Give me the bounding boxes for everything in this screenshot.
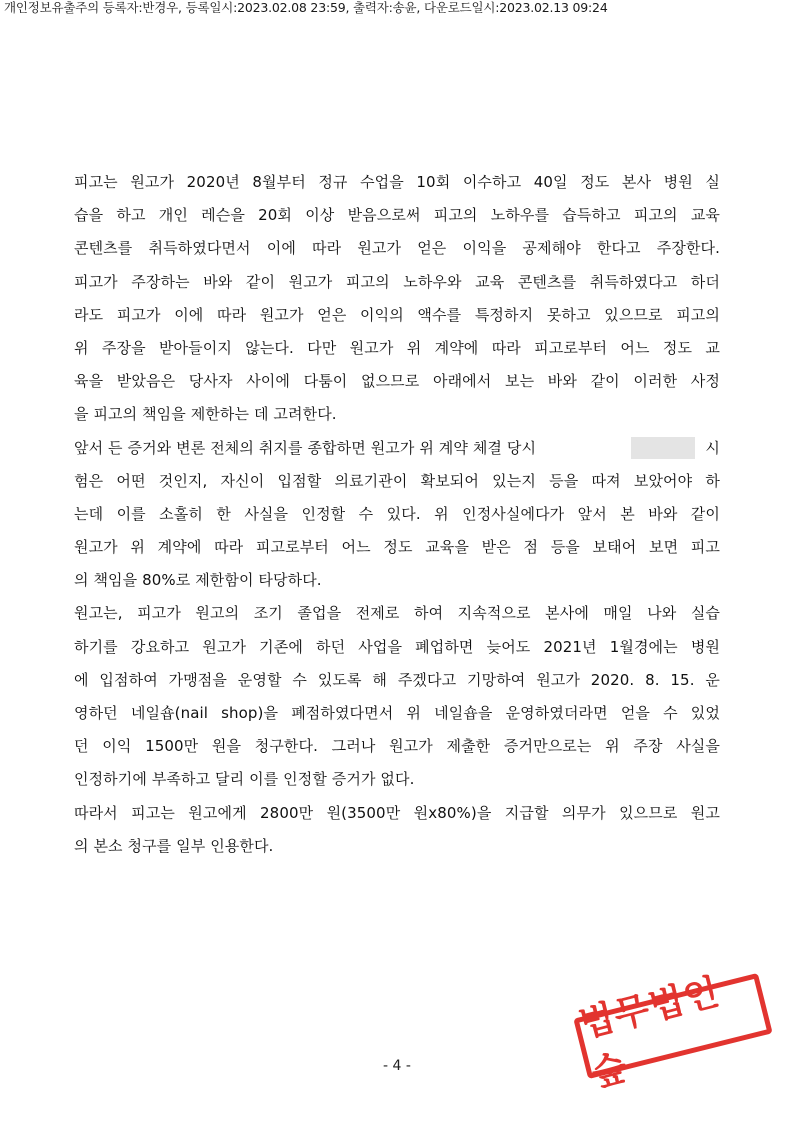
text-line: 험은 어떤 것인지, 자신이 입점할 의료기관이 확보되어 있는지 등을 따져 보았어야 하 [74,471,720,490]
text-line: 위 주장을 받아들이지 않는다. 다만 원고가 위 계약에 따라 피고로부터 어느 정도 교 [74,338,720,357]
text-line: 원고는, 피고가 원고의 조기 졸업을 전제로 하여 지속적으로 본사에 매일 나와 실습 [74,604,720,623]
text-line: 는데 이를 소홀히 한 사실을 인정할 수 있다. 위 인정사실에다가 앞서 본 바와 같이 [74,504,720,523]
text-line: 라도 피고가 이에 따라 원고가 얻은 이익의 액수를 특정하지 못하고 있으므로 피고의 [74,305,720,324]
text-line: 피고는 원고가 2020년 8월부터 정규 수업을 10회 이수하고 40일 정도 본사 병원 실 [74,173,720,191]
text-line: 콘텐츠를 취득하였다면서 이에 따라 원고가 얻은 이익을 공제해야 한다고 주장한다. [74,239,720,258]
text-line: 던 이익 1500만 원을 청구한다. 그러나 원고가 제출한 증거만으로는 위 주장 사실을 [74,737,720,756]
text-line: 육을 받았음은 당사자 사이에 다툼이 없으므로 아래에서 보는 바와 같이 이러한 사정 [74,372,720,391]
paragraph-1 [74,166,720,432]
page-number: - 4 - [383,1058,411,1074]
text-line: 을 피고의 책임을 제한하는 데 고려한다. [74,405,337,424]
privacy-download-notice: 개인정보유출주의 등록자:반경우, 등록일시:2023.02.08 23:59, 출력자:송윤, 다운로드일시:2023.02.13 09:24 [4,0,608,15]
text-line: 에 입점하여 가맹점을 운영할 수 있도록 해 주겠다고 기망하여 원고가 2020. 8. 15. 운 [74,670,720,689]
text-segment: 시 [705,438,720,457]
document-body [74,166,720,863]
text-line: 의 책임을 80%로 제한함이 타당하다. [74,571,322,590]
text-line: 의 본소 청구를 일부 인용한다. [74,836,274,855]
redacted-block [631,437,695,459]
text-line: 영하던 네일숍(nail shop)을 폐점하였다면서 위 네일숍을 운영하였더라면 얻을 수 있었 [74,704,720,722]
text-line: 습을 하고 개인 레슨을 20회 이상 받음으로써 피고의 노하우를 습득하고 피고의 교육 [74,206,720,225]
text-line: 인정하기에 부족하고 달리 이를 인정할 증거가 없다. [74,770,415,789]
text-line: 따라서 피고는 원고에게 2800만 원(3500만 원x80%)을 지급할 의무가 있으므로 원고 [74,803,720,822]
paragraph-3 [74,597,720,796]
paragraph-2 [74,432,720,598]
law-firm-stamp: 법무법인 숲 [573,973,772,1079]
paragraph-4 [74,797,720,863]
text-line: 하기를 강요하고 원고가 기존에 하던 사업을 폐업하면 늦어도 2021년 1월경에는 병원 [74,637,720,656]
text-line: 원고가 위 계약에 따라 피고로부터 어느 정도 교육을 받은 점 등을 보태어 보면 피고 [74,538,720,557]
text-segment: 앞서 든 증거와 변론 전체의 취지를 종합하면 원고가 위 계약 체결 당시 [74,438,537,457]
text-line-with-redaction [74,432,720,465]
text-line: 피고가 주장하는 바와 같이 원고가 피고의 노하우와 교육 콘텐츠를 취득하였다고 하더 [74,272,720,291]
